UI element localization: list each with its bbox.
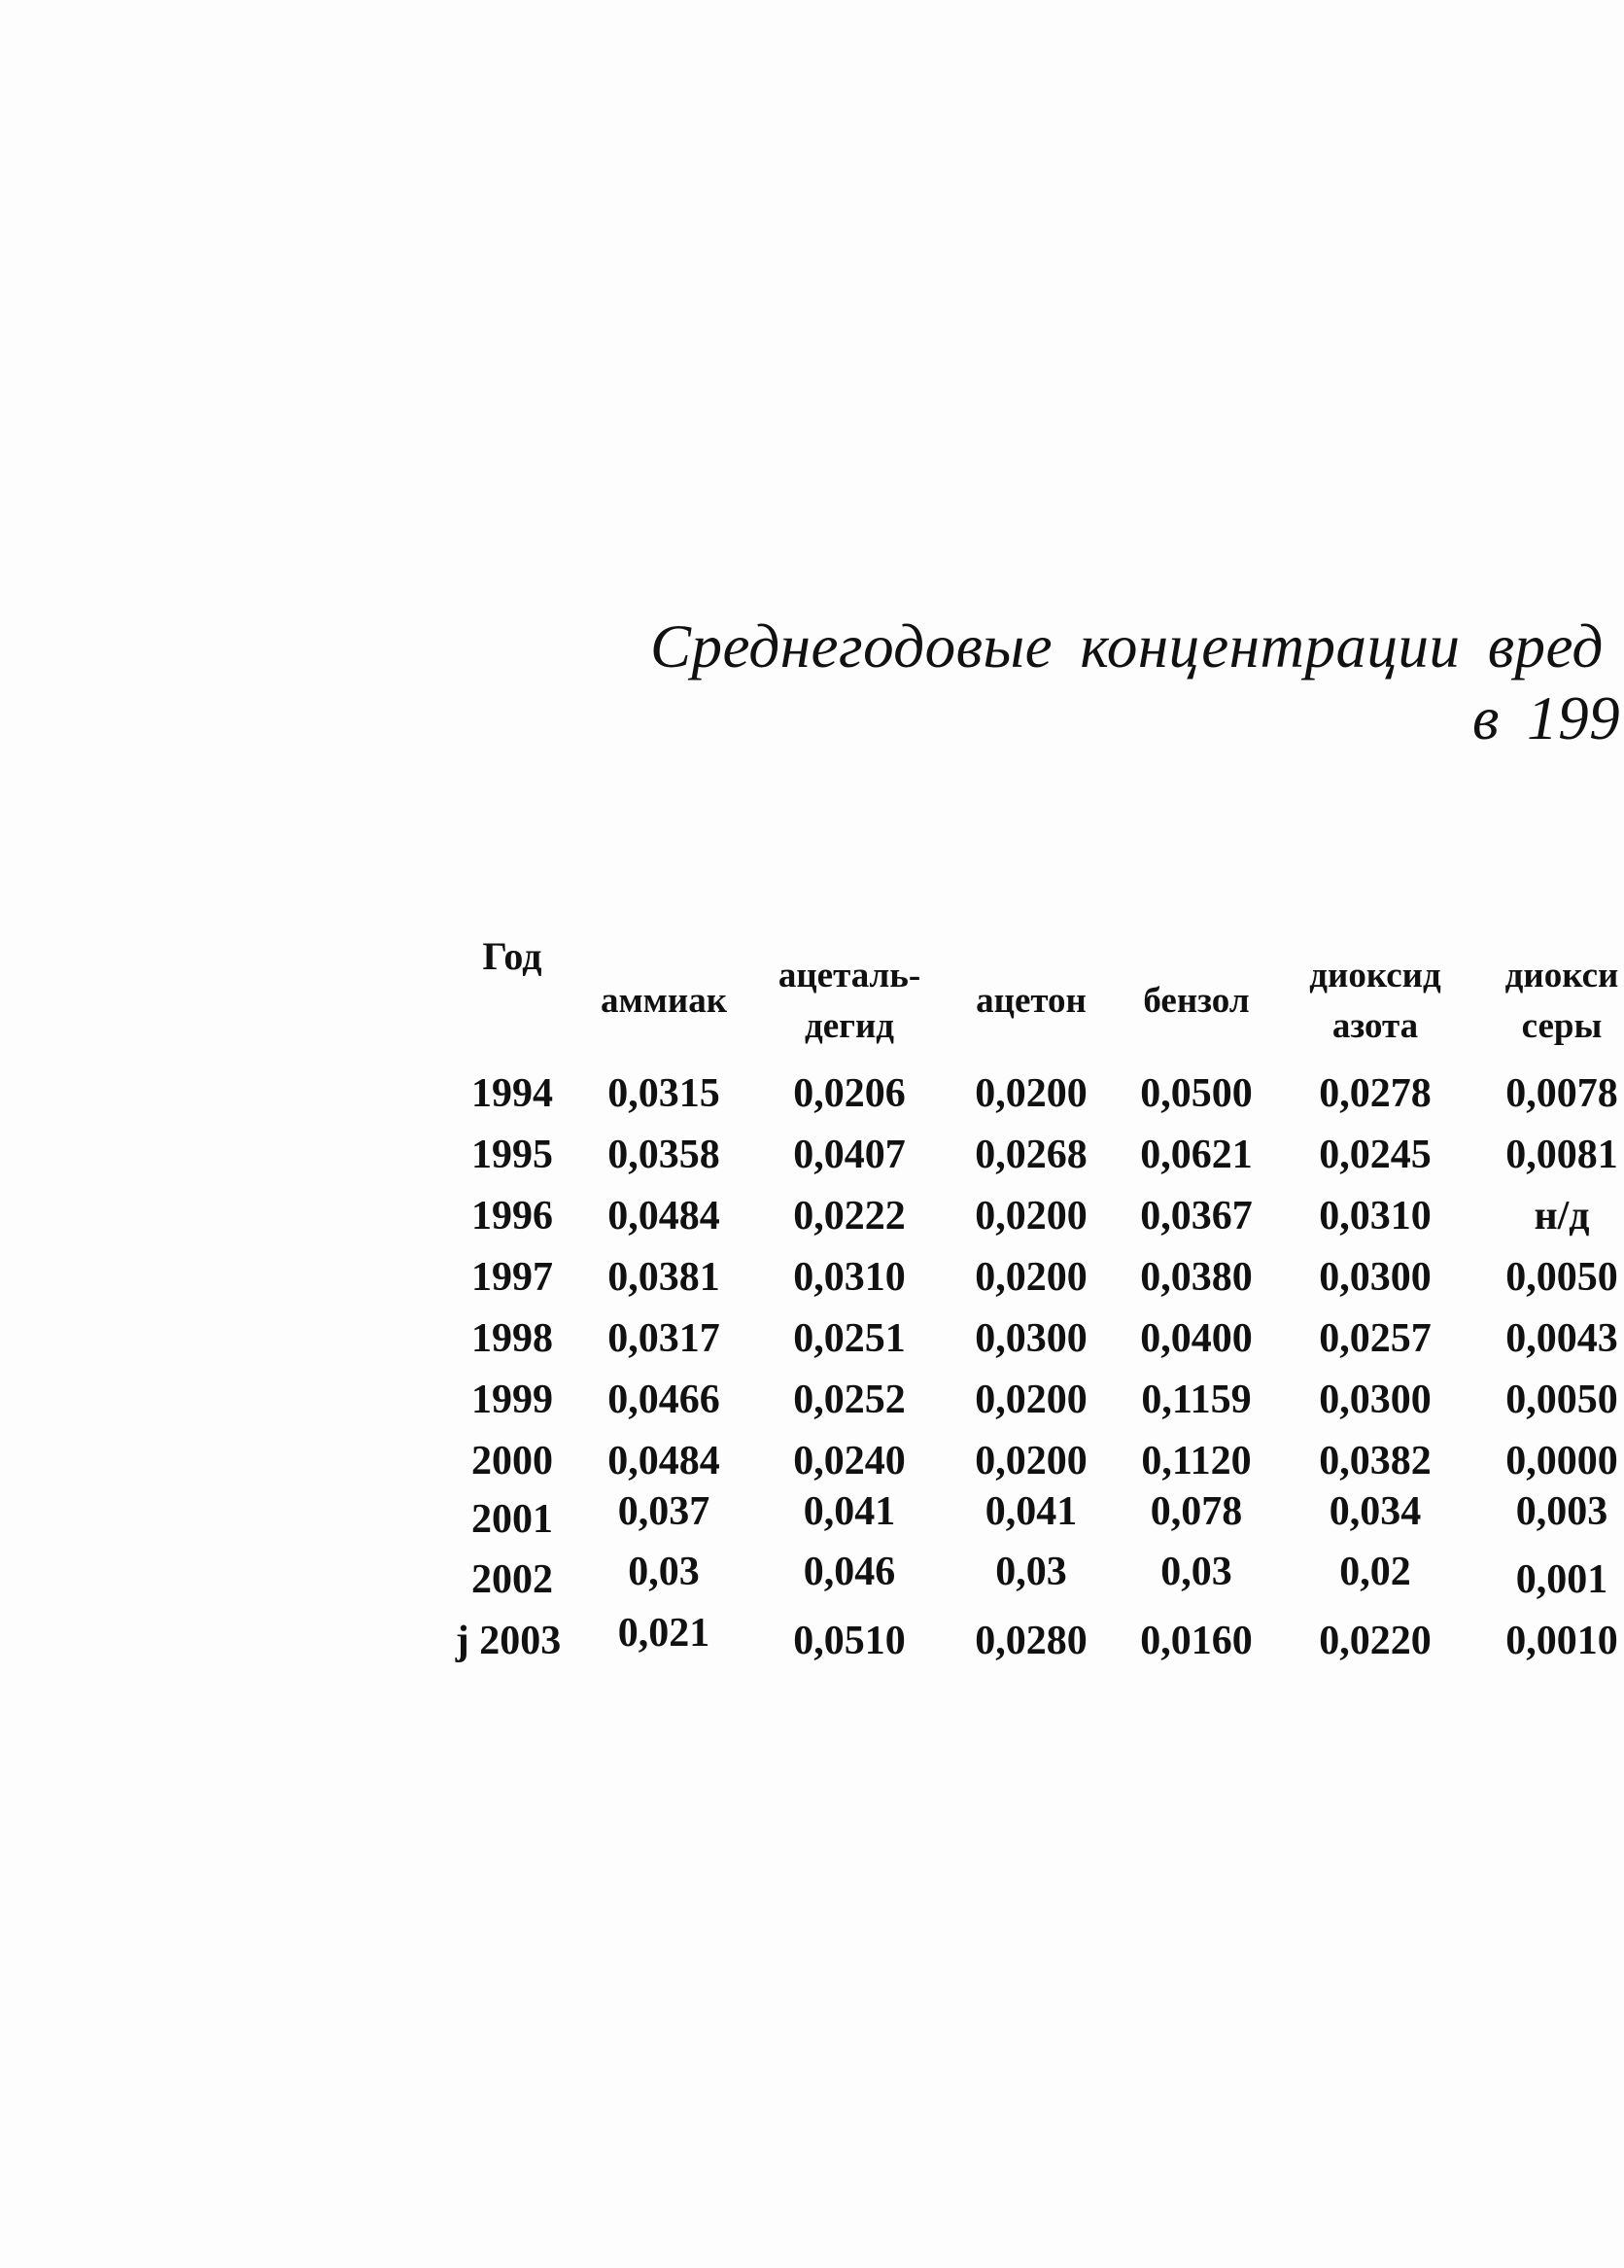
table-cell: 0,0466 <box>607 1378 720 1422</box>
table-row-year: j 2003 <box>455 1619 562 1663</box>
column-header-line-1: бензол <box>1143 981 1250 1021</box>
page-title <box>650 611 1620 754</box>
table-cell: 0,0280 <box>975 1619 1088 1663</box>
table-cell: 0,0010 <box>1505 1619 1618 1663</box>
table-row-year: 1999 <box>471 1378 553 1422</box>
table-row-year: 1994 <box>471 1071 553 1116</box>
column-header-line-1: ацетон <box>976 981 1087 1021</box>
table-cell: 0,02 <box>1339 1550 1411 1594</box>
concentration-table <box>428 933 1624 1692</box>
table-cell: н/д <box>1534 1194 1590 1239</box>
table-cell: 0,0310 <box>793 1255 906 1300</box>
table-cell: 0,0081 <box>1505 1133 1618 1177</box>
table-cell: 0,0621 <box>1140 1133 1253 1177</box>
table-cell: 0,0206 <box>793 1071 906 1116</box>
table-cell: 0,0240 <box>793 1439 906 1483</box>
table-cell: 0,0252 <box>793 1378 906 1422</box>
table-cell: 0,0251 <box>793 1316 906 1361</box>
table-cell: 0,0358 <box>607 1133 720 1177</box>
table-cell: 0,0310 <box>1319 1194 1432 1239</box>
column-header <box>601 976 727 1027</box>
table-cell: 0,03 <box>1160 1550 1232 1594</box>
table-cell: 0,1120 <box>1141 1439 1252 1483</box>
table-row-year: 2000 <box>471 1439 553 1483</box>
table-row-year: 2001 <box>471 1497 553 1542</box>
table-cell: 0,0043 <box>1505 1316 1618 1361</box>
column-header-line-2: азота <box>1331 1006 1419 1046</box>
column-header-line-1: ацеталь- <box>777 956 921 995</box>
table-cell: 0,0268 <box>975 1133 1088 1177</box>
table-cell: 0,003 <box>1515 1489 1608 1534</box>
table-cell: 0,0484 <box>607 1194 720 1239</box>
table-cell: 0,0400 <box>1140 1316 1253 1361</box>
table-cell: 0,0300 <box>975 1316 1088 1361</box>
table-cell: 0,0278 <box>1319 1071 1432 1116</box>
table-cell: 0,0200 <box>975 1071 1088 1116</box>
table-cell: 0,034 <box>1329 1489 1422 1534</box>
table-cell: 0,0381 <box>607 1255 720 1300</box>
table-cell: 0,0200 <box>975 1439 1088 1483</box>
table-row-year: 1996 <box>471 1194 553 1239</box>
table-cell: 0,0245 <box>1319 1133 1432 1177</box>
table-row-year: 1995 <box>471 1133 553 1177</box>
table-cell: 0,0484 <box>607 1439 720 1483</box>
table-cell: 0,0160 <box>1140 1619 1253 1663</box>
table-cell: 0,0222 <box>793 1194 906 1239</box>
table-cell: 0,0367 <box>1140 1194 1253 1239</box>
table-row-year: 1998 <box>471 1316 553 1361</box>
table-cell: 0,0317 <box>607 1316 720 1361</box>
table-cell: 0,0050 <box>1505 1378 1618 1422</box>
table-cell: 0,046 <box>803 1550 896 1594</box>
table-cell: 0,021 <box>617 1611 710 1656</box>
table-cell: 0,1159 <box>1141 1378 1252 1422</box>
table-cell: 0,0200 <box>975 1194 1088 1239</box>
table-cell: 0,0500 <box>1140 1071 1253 1116</box>
table-cell: 0,0078 <box>1505 1071 1618 1116</box>
table-cell: 0,03 <box>995 1550 1067 1594</box>
table-cell: 0,0200 <box>975 1378 1088 1422</box>
column-header-line-1: диокси <box>1504 956 1619 995</box>
title-line-1: Среднегодовые концентрации вред <box>650 612 1604 680</box>
table-cell: 0,037 <box>617 1489 710 1534</box>
table-cell: 0,0200 <box>975 1255 1088 1300</box>
table-cell: 0,0050 <box>1505 1255 1618 1300</box>
column-header <box>1505 951 1619 1052</box>
table-cell: 0,0300 <box>1319 1255 1432 1300</box>
column-header <box>778 951 920 1052</box>
table-cell: 0,078 <box>1150 1489 1243 1534</box>
table-cell: 0,041 <box>985 1489 1078 1534</box>
table-cell: 0,0382 <box>1319 1439 1432 1483</box>
table-cell: 0,0380 <box>1140 1255 1253 1300</box>
table-cell: 0,0000 <box>1505 1439 1618 1483</box>
table-cell: 0,03 <box>628 1550 700 1594</box>
table-cell: 0,0300 <box>1319 1378 1432 1422</box>
table-cell: 0,0510 <box>793 1619 906 1663</box>
table-cell: 0,0257 <box>1319 1316 1432 1361</box>
table-cell: 0,0220 <box>1319 1619 1432 1663</box>
title-line-2: в 199 <box>1472 684 1621 752</box>
column-header <box>976 976 1087 1027</box>
column-header-line-1: аммиак <box>600 981 728 1021</box>
table-cell: 0,041 <box>803 1489 896 1534</box>
table-cell: 0,0315 <box>607 1071 720 1116</box>
column-header-line-2: дегид <box>805 1006 894 1046</box>
table-row-year: 2002 <box>471 1557 553 1602</box>
column-header-line-1: диоксид <box>1309 956 1441 995</box>
year-column-header: Год <box>482 934 542 978</box>
table-cell: 0,001 <box>1515 1557 1608 1602</box>
table-cell: 0,0407 <box>793 1133 906 1177</box>
column-header <box>1309 951 1440 1052</box>
table-row-year: 1997 <box>471 1255 553 1300</box>
column-header-line-2: серы <box>1521 1006 1603 1046</box>
column-header <box>1143 976 1249 1027</box>
